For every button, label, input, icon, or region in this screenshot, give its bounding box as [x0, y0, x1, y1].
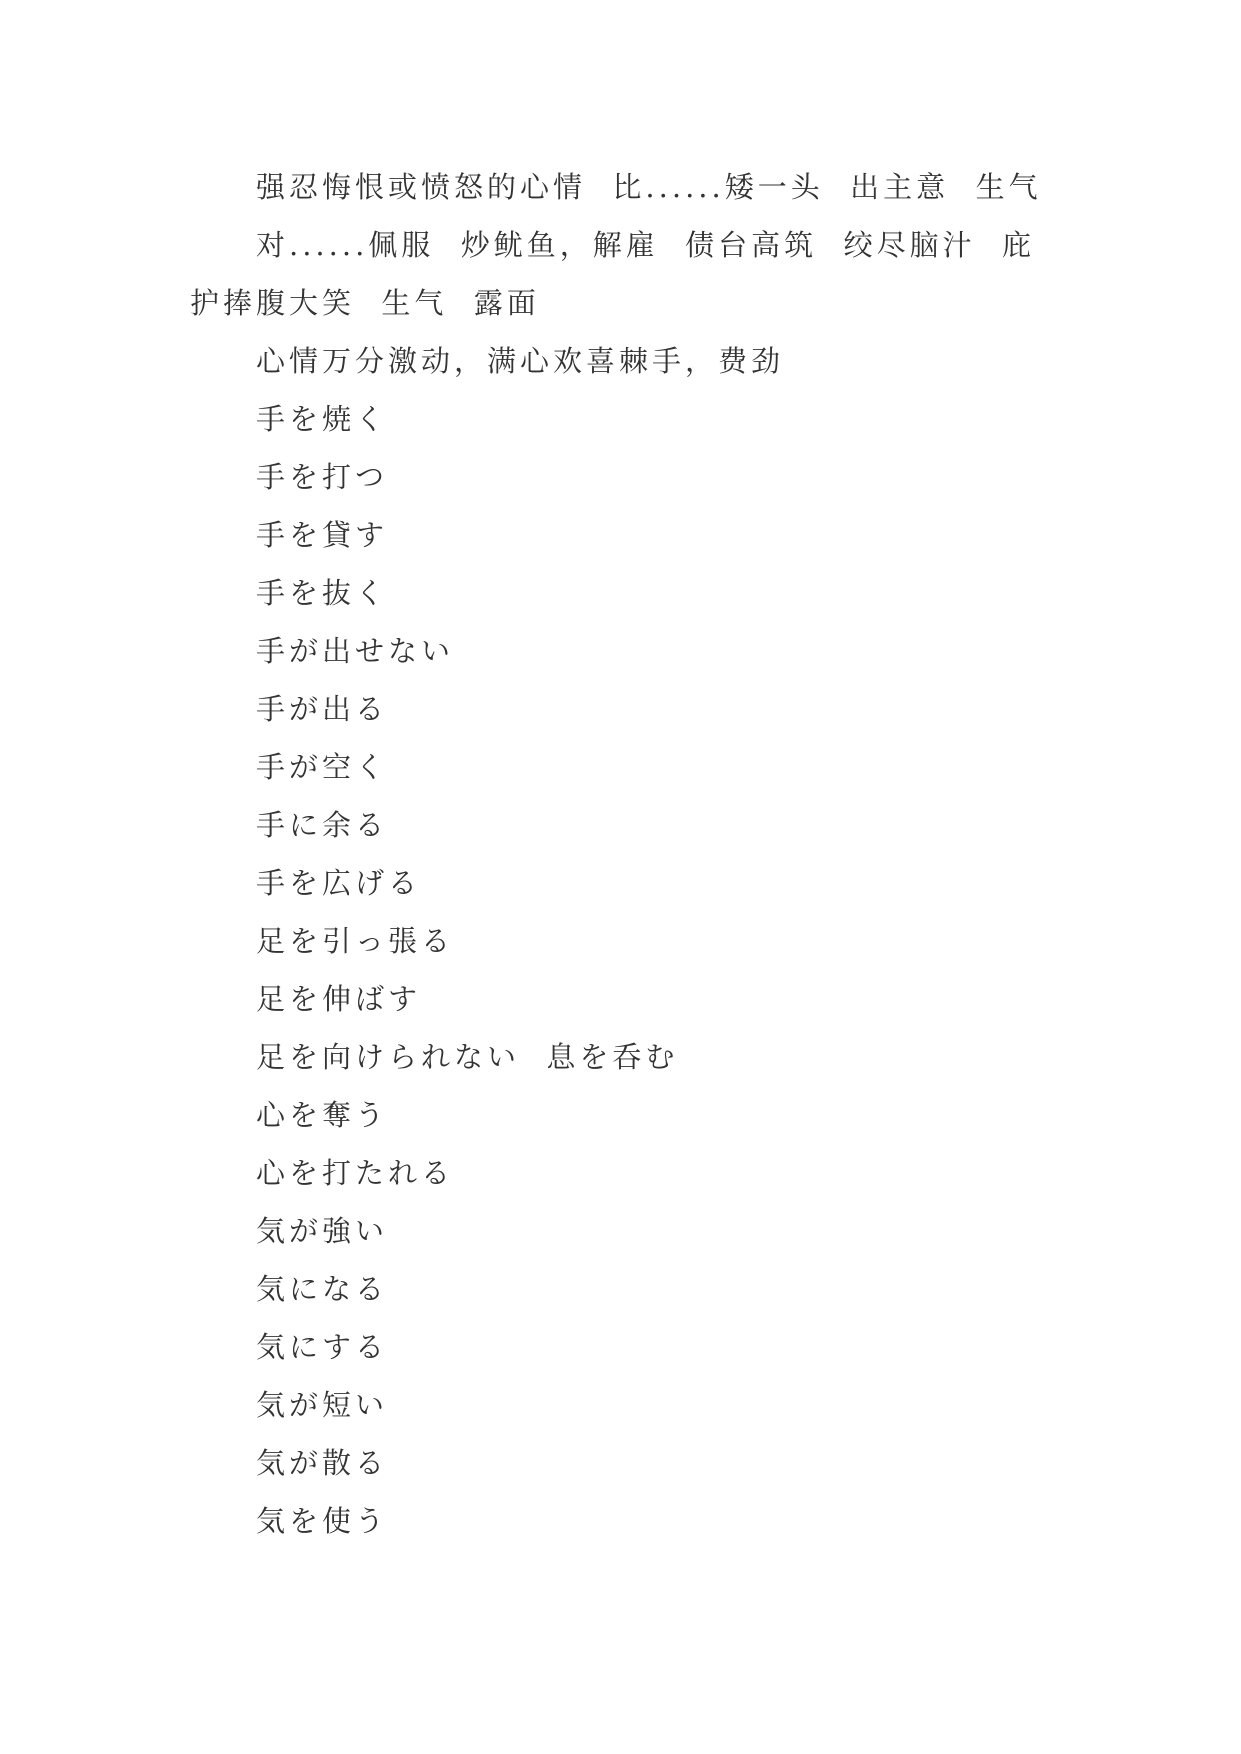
- paragraph-19: 気になる: [256, 1272, 389, 1306]
- paragraph-22: 気が散る: [256, 1446, 389, 1480]
- paragraph-1: 强忍悔恨或愤怒的心情 比......矮一头 出主意 生气: [256, 170, 1042, 204]
- paragraph-7: 手を抜く: [256, 576, 389, 610]
- paragraph-14: 足を伸ばす: [256, 982, 422, 1016]
- paragraph-9: 手が出る: [256, 692, 389, 726]
- paragraph-17: 心を打たれる: [256, 1156, 455, 1190]
- paragraph-6: 手を貸す: [256, 518, 389, 552]
- paragraph-18: 気が強い: [256, 1214, 389, 1248]
- paragraph-5: 手を打つ: [256, 460, 389, 494]
- paragraph-20: 気にする: [256, 1330, 389, 1364]
- paragraph-15: 足を向けられない 息を呑む: [256, 1040, 679, 1074]
- paragraph-4: 手を焼く: [256, 402, 389, 436]
- paragraph-16: 心を奪う: [256, 1098, 389, 1132]
- paragraph-2: 对......佩服 炒鱿鱼，解雇 债台高筑 绞尽脑汁 庇护捧腹大笑 生气 露面: [190, 228, 1036, 320]
- paragraph-11: 手に余る: [256, 808, 389, 842]
- paragraph-10: 手が空く: [256, 750, 389, 784]
- paragraph-23: 気を使う: [256, 1504, 389, 1538]
- paragraph-8: 手が出せない: [256, 634, 455, 668]
- paragraph-13: 足を引っ張る: [256, 924, 455, 958]
- paragraph-3: 心情万分激动，满心欢喜棘手，费劲: [256, 344, 785, 378]
- document-body: [190, 158, 1060, 1550]
- paragraph-12: 手を広げる: [256, 866, 422, 900]
- paragraph-21: 気が短い: [256, 1388, 389, 1422]
